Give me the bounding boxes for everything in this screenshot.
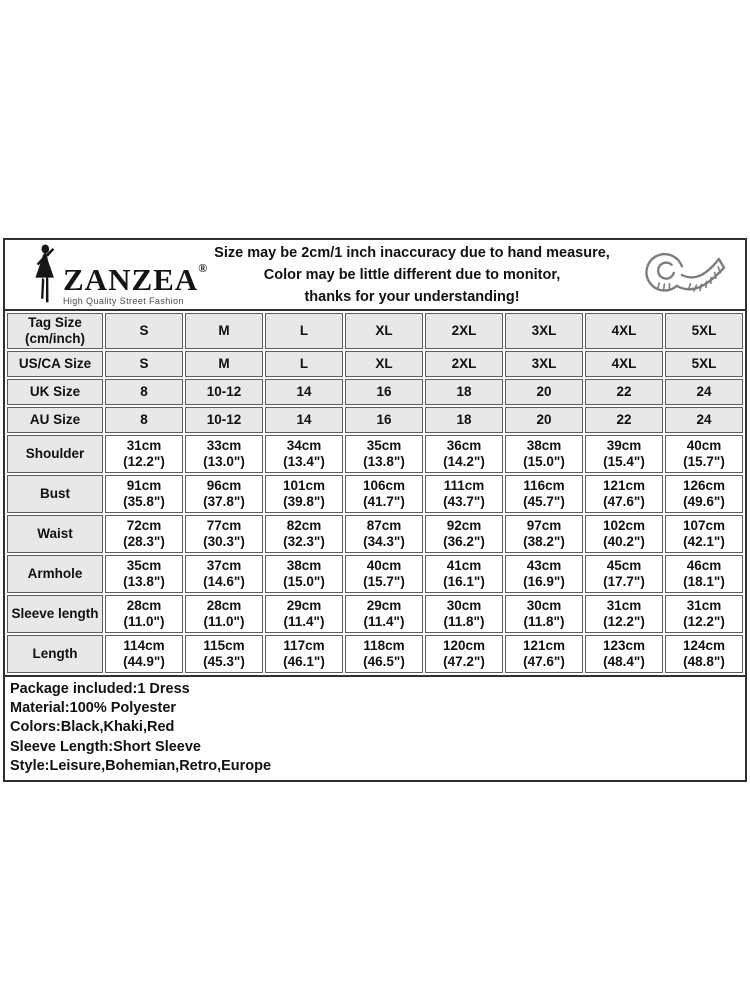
size-cell: S xyxy=(105,313,183,349)
measure-cell xyxy=(505,595,583,633)
measure-cell xyxy=(505,635,583,673)
measure-cm: 29cm xyxy=(286,598,322,613)
measure-cell xyxy=(185,595,263,633)
logo-text xyxy=(63,260,208,306)
measure-cell xyxy=(585,555,663,593)
measure-cell xyxy=(185,635,263,673)
row-label-line: AU Size xyxy=(29,412,81,427)
row-label-cell: Shoulder xyxy=(7,435,103,473)
measure-cell xyxy=(265,475,343,513)
row-label-cell xyxy=(7,313,103,349)
measure-inch: (15.7") xyxy=(683,454,725,469)
size-cell: 3XL xyxy=(505,313,583,349)
measuring-tape-icon xyxy=(628,243,740,307)
measure-inch: (38.2") xyxy=(523,534,565,549)
size-cell: XL xyxy=(345,351,423,377)
measure-cm: 38cm xyxy=(286,558,322,573)
row-label-cell: Length xyxy=(7,635,103,673)
measure-inch: (11.4") xyxy=(363,614,405,629)
measure-cm: 40cm xyxy=(686,438,722,453)
measure-cm: 31cm xyxy=(606,598,642,613)
measure-cell xyxy=(345,435,423,473)
measure-cm: 87cm xyxy=(366,518,402,533)
measure-cell xyxy=(665,475,743,513)
measure-cell xyxy=(585,475,663,513)
measure-table-row xyxy=(7,515,743,553)
measure-table-row xyxy=(7,555,743,593)
measure-cm: 115cm xyxy=(203,638,245,653)
measure-inch: (11.0") xyxy=(123,614,165,629)
measure-table-row xyxy=(7,595,743,633)
product-info-line: Material:100% Polyester xyxy=(10,700,177,717)
measure-cm: 35cm xyxy=(366,438,402,453)
size-cell: XL xyxy=(345,313,423,349)
size-table-row xyxy=(7,407,743,433)
measure-cm: 116cm xyxy=(523,478,565,493)
row-label-line: US/CA Size xyxy=(18,356,92,371)
measure-cm: 31cm xyxy=(686,598,722,613)
measure-cell xyxy=(265,515,343,553)
measure-inch: (11.8") xyxy=(523,614,565,629)
measure-cell xyxy=(265,555,343,593)
registered-mark: ® xyxy=(198,260,208,275)
measure-cell xyxy=(105,595,183,633)
measure-inch: (35.8") xyxy=(123,494,165,509)
row-label-line: (cm/inch) xyxy=(24,331,85,346)
measure-cm: 77cm xyxy=(206,518,242,533)
measure-inch: (42.1") xyxy=(683,534,725,549)
measure-inch: (32.3") xyxy=(283,534,325,549)
size-cell: 16 xyxy=(345,379,423,405)
measure-inch: (15.4") xyxy=(603,454,645,469)
measure-inch: (11.8") xyxy=(443,614,485,629)
measure-inch: (14.2") xyxy=(443,454,485,469)
size-cell: 14 xyxy=(265,379,343,405)
measure-inch: (46.5") xyxy=(363,654,405,669)
measure-cm: 101cm xyxy=(282,478,326,493)
disclaimer xyxy=(201,242,623,308)
measure-cm: 36cm xyxy=(446,438,482,453)
measure-cell xyxy=(585,635,663,673)
measure-table-row xyxy=(7,635,743,673)
size-cell: 10-12 xyxy=(185,379,263,405)
row-label-line: Tag Size xyxy=(28,315,82,330)
measure-cell xyxy=(425,435,503,473)
size-table-row xyxy=(7,379,743,405)
size-cell: 4XL xyxy=(585,313,663,349)
measure-inch: (40.2") xyxy=(603,534,645,549)
measure-cell xyxy=(185,475,263,513)
size-cell: S xyxy=(105,351,183,377)
measure-cm: 117cm xyxy=(283,638,325,653)
measure-cm: 41cm xyxy=(446,558,482,573)
measure-cell xyxy=(265,635,343,673)
measure-inch: (48.8") xyxy=(683,654,725,669)
measure-cell xyxy=(425,515,503,553)
size-cell: 14 xyxy=(265,407,343,433)
size-cell: 3XL xyxy=(505,351,583,377)
measure-inch: (15.0") xyxy=(283,574,325,589)
measure-cm: 121cm xyxy=(602,478,646,493)
measure-cm: 40cm xyxy=(366,558,402,573)
measure-cell xyxy=(185,515,263,553)
size-table xyxy=(5,311,745,675)
row-label-cell xyxy=(7,407,103,433)
measure-cell xyxy=(665,595,743,633)
measure-inch: (41.7") xyxy=(363,494,405,509)
measure-cell xyxy=(505,555,583,593)
size-cell: 8 xyxy=(105,379,183,405)
measure-inch: (47.6") xyxy=(523,654,565,669)
measure-table-row xyxy=(7,435,743,473)
measure-cm: 43cm xyxy=(526,558,562,573)
measure-inch: (12.2") xyxy=(123,454,165,469)
measure-cm: 102cm xyxy=(602,518,646,533)
row-label-cell: Waist xyxy=(7,515,103,553)
measure-cm: 28cm xyxy=(206,598,242,613)
brand-name: ZANZEA® xyxy=(63,260,208,297)
size-cell: 5XL xyxy=(665,351,743,377)
measure-cm: 120cm xyxy=(442,638,486,653)
measure-cell xyxy=(505,475,583,513)
measure-cm: 91cm xyxy=(126,478,162,493)
product-info-line: Sleeve Length:Short Sleeve xyxy=(10,738,201,755)
measure-inch: (15.0") xyxy=(523,454,565,469)
measure-inch: (36.2") xyxy=(443,534,485,549)
size-cell: L xyxy=(265,313,343,349)
woman-silhouette-icon xyxy=(27,244,61,306)
size-table-row xyxy=(7,313,743,349)
measure-inch: (28.3") xyxy=(123,534,165,549)
product-info-line: Package included:1 Dress xyxy=(10,681,190,697)
measure-cell xyxy=(345,515,423,553)
measure-inch: (47.2") xyxy=(443,654,485,669)
measure-cm: 123cm xyxy=(602,638,646,653)
measure-cell xyxy=(345,635,423,673)
disclaimer-line: thanks for your understanding! xyxy=(304,288,520,305)
measure-cm: 111cm xyxy=(443,478,485,493)
measure-cm: 126cm xyxy=(682,478,726,493)
size-cell: 2XL xyxy=(425,351,503,377)
measure-cm: 34cm xyxy=(286,438,322,453)
size-cell: 16 xyxy=(345,407,423,433)
size-cell: 18 xyxy=(425,407,503,433)
row-label-cell: Armhole xyxy=(7,555,103,593)
size-cell: 10-12 xyxy=(185,407,263,433)
size-cell: 22 xyxy=(585,407,663,433)
measure-inch: (44.9") xyxy=(123,654,165,669)
measure-cm: 39cm xyxy=(606,438,642,453)
measure-cm: 72cm xyxy=(126,518,162,533)
measure-cm: 45cm xyxy=(606,558,642,573)
measure-inch: (13.8") xyxy=(363,454,405,469)
measure-cell xyxy=(345,595,423,633)
measure-inch: (12.2") xyxy=(603,614,645,629)
measure-inch: (47.6") xyxy=(603,494,645,509)
size-cell: 5XL xyxy=(665,313,743,349)
measure-cell xyxy=(425,595,503,633)
measure-inch: (13.4") xyxy=(283,454,325,469)
measure-cell xyxy=(425,475,503,513)
measure-cell xyxy=(105,475,183,513)
measure-cell xyxy=(665,435,743,473)
product-info xyxy=(3,675,747,782)
measure-cell xyxy=(665,635,743,673)
measure-cm: 38cm xyxy=(526,438,562,453)
measure-cm: 118cm xyxy=(363,638,405,653)
measure-cm: 30cm xyxy=(446,598,482,613)
tape-icon-area xyxy=(623,243,745,307)
measure-cell xyxy=(185,435,263,473)
measure-cm: 33cm xyxy=(206,438,242,453)
measure-inch: (48.4") xyxy=(603,654,645,669)
disclaimer-line: Size may be 2cm/1 inch inaccuracy due to hand measure, xyxy=(214,244,610,261)
measure-cm: 97cm xyxy=(526,518,562,533)
size-cell: 18 xyxy=(425,379,503,405)
measure-inch: (12.2") xyxy=(683,614,725,629)
disclaimer-line: Color may be little different due to monitor, xyxy=(263,266,561,283)
brand-tagline: High Quality Street Fashion xyxy=(63,295,184,306)
measure-inch: (11.4") xyxy=(283,614,325,629)
size-cell: 24 xyxy=(665,379,743,405)
measure-cell xyxy=(425,555,503,593)
measure-inch: (16.1") xyxy=(443,574,485,589)
measure-cm: 124cm xyxy=(682,638,726,653)
row-label-cell xyxy=(7,379,103,405)
measure-inch: (39.8") xyxy=(283,494,325,509)
product-info-line: Colors:Black,Khaki,Red xyxy=(10,719,175,736)
measure-cm: 121cm xyxy=(522,638,566,653)
content-block xyxy=(3,238,747,782)
measure-inch: (30.3") xyxy=(203,534,245,549)
measure-inch: (11.0") xyxy=(203,614,245,629)
measure-cm: 107cm xyxy=(682,518,726,533)
size-cell: 2XL xyxy=(425,313,503,349)
measure-inch: (45.7") xyxy=(523,494,565,509)
size-cell: M xyxy=(185,313,263,349)
measure-cell xyxy=(105,635,183,673)
measure-cm: 96cm xyxy=(206,478,242,493)
measure-cell xyxy=(585,515,663,553)
measure-inch: (17.7") xyxy=(603,574,645,589)
measure-cm: 31cm xyxy=(126,438,162,453)
row-label-cell: Bust xyxy=(7,475,103,513)
measure-table-row xyxy=(7,475,743,513)
measure-cell xyxy=(265,595,343,633)
size-cell: 20 xyxy=(505,379,583,405)
size-cell: 22 xyxy=(585,379,663,405)
measure-cell xyxy=(665,555,743,593)
measure-cell xyxy=(585,435,663,473)
measure-inch: (14.6") xyxy=(203,574,245,589)
size-table-row xyxy=(7,351,743,377)
measure-cell xyxy=(105,515,183,553)
measure-cm: 114cm xyxy=(123,638,165,653)
measure-cell xyxy=(665,515,743,553)
measure-cell xyxy=(345,475,423,513)
measure-inch: (15.7") xyxy=(363,574,405,589)
measure-inch: (49.6") xyxy=(683,494,725,509)
measure-cell xyxy=(505,435,583,473)
measure-inch: (13.0") xyxy=(203,454,245,469)
measure-cm: 92cm xyxy=(446,518,482,533)
measure-cell xyxy=(185,555,263,593)
row-label-cell xyxy=(7,351,103,377)
size-cell: 8 xyxy=(105,407,183,433)
header xyxy=(3,238,747,311)
measure-cm: 35cm xyxy=(126,558,162,573)
measure-cm: 30cm xyxy=(526,598,562,613)
measure-inch: (13.8") xyxy=(123,574,165,589)
measure-inch: (37.8") xyxy=(203,494,245,509)
measure-cm: 37cm xyxy=(206,558,242,573)
measure-cm: 82cm xyxy=(286,518,322,533)
measure-cell xyxy=(585,595,663,633)
size-table-box xyxy=(3,309,747,677)
product-info-line: Style:Leisure,Bohemian,Retro,Europe xyxy=(10,757,272,774)
measure-inch: (45.3") xyxy=(203,654,245,669)
measure-inch: (46.1") xyxy=(283,654,325,669)
measure-inch: (43.7") xyxy=(443,494,485,509)
size-cell: 4XL xyxy=(585,351,663,377)
measure-inch: (16.9") xyxy=(523,574,565,589)
measure-cm: 46cm xyxy=(686,558,722,573)
measure-cell xyxy=(345,555,423,593)
size-cell: M xyxy=(185,351,263,377)
measure-cm: 28cm xyxy=(126,598,162,613)
measure-cm: 106cm xyxy=(362,478,406,493)
measure-inch: (34.3") xyxy=(363,534,405,549)
brand-logo xyxy=(5,244,208,306)
measure-cell xyxy=(105,435,183,473)
measure-cell xyxy=(425,635,503,673)
measure-cell xyxy=(105,555,183,593)
measure-cm: 29cm xyxy=(366,598,402,613)
size-cell: 24 xyxy=(665,407,743,433)
row-label-cell: Sleeve length xyxy=(7,595,103,633)
row-label-line: UK Size xyxy=(29,384,81,399)
size-cell: L xyxy=(265,351,343,377)
measure-cell xyxy=(505,515,583,553)
measure-cell xyxy=(265,435,343,473)
size-cell: 20 xyxy=(505,407,583,433)
measure-inch: (18.1") xyxy=(683,574,725,589)
